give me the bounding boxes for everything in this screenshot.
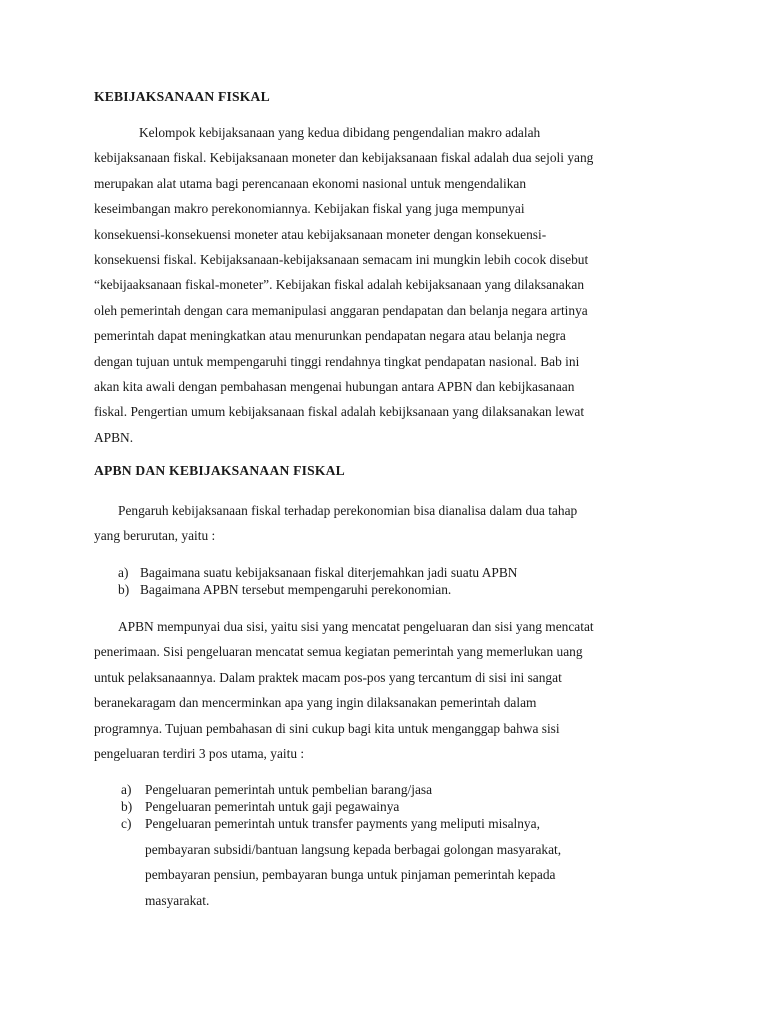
section-heading-apbn: APBN DAN KEBIJAKSANAAN FISKAL xyxy=(94,463,345,478)
paragraph-line: Kelompok kebijaksanaan yang kedua dibidang pengendalian makro adalah xyxy=(139,125,541,140)
list-item-text: Bagaimana suatu kebijaksanaan fiskal diterjemahkan jadi suatu APBN xyxy=(140,565,518,580)
paragraph-line: oleh pemerintah dengan cara memanipulasi anggaran pendapatan dan belanja negara artinya xyxy=(94,302,588,318)
list-item-text: Bagaimana APBN tersebut mempengaruhi perekonomian. xyxy=(140,582,452,597)
paragraph-line: keseimbangan makro perekonomiannya. Kebijakan fiskal yang juga mempunyai xyxy=(94,201,525,217)
paragraph-line: konsekuensi-konsekuensi moneter atau kebijaksanaan moneter dengan konsekuensi- xyxy=(94,226,547,242)
paragraph-line: Pengaruh kebijaksanaan fiskal terhadap perekonomian bisa dianalisa dalam dua tahap xyxy=(118,503,578,518)
list-item-text: Pengeluaran pemerintah untuk gaji pegawainya xyxy=(145,799,400,814)
apbn-intro-paragraph xyxy=(94,498,684,549)
paragraph-line: programnya. Tujuan pembahasan di sini cukup bagi kita untuk menganggap bahwa sisi xyxy=(94,720,560,736)
paragraph-line: yang berurutan, yaitu : xyxy=(94,528,216,544)
intro-paragraph xyxy=(94,120,684,450)
paragraph-line: kebijaksanaan fiskal. Kebijaksanaan moneter dan kebijaksanaan fiskal adalah dua sejoli yang xyxy=(94,150,594,166)
list-item-text: Pengeluaran pemerintah untuk pembelian barang/jasa xyxy=(145,782,433,797)
list-item-continuation-line: pembayaran subsidi/bantuan langsung kepada berbagai golongan masyarakat, xyxy=(145,842,562,857)
paragraph-line: APBN mempunyai dua sisi, yaitu sisi yang mencatat pengeluaran dan sisi yang mencatat xyxy=(118,619,594,634)
expenditure-c-continuation xyxy=(94,837,684,913)
paragraph-line: pengeluaran terdiri 3 pos utama, yaitu : xyxy=(94,745,305,761)
list-marker: c) xyxy=(121,816,132,831)
paragraph-line: akan kita awali dengan pembahasan mengenai hubungan antara APBN dan kebijkasanaan xyxy=(94,378,575,394)
paragraph-line: APBN. xyxy=(94,429,134,445)
list-marker: a) xyxy=(121,782,132,797)
list-item-text: Pengeluaran pemerintah untuk transfer payments yang meliputi misalnya, xyxy=(145,816,540,831)
paragraph-line: pemerintah dapat meningkatkan atau menurunkan pendapatan negara atau belanja negra xyxy=(94,328,566,344)
paragraph-line: konsekuensi fiskal. Kebijaksanaan-kebijaksanaan semacam ini mungkin lebih cocok disebut xyxy=(94,251,589,267)
paragraph-line: merupakan alat utama bagi perencanaan ekonomi nasional untuk mengendalikan xyxy=(94,175,527,191)
paragraph-line: beranekaragam dan mencerminkan apa yang ingin dilaksanakan pemerintah dalam xyxy=(94,695,537,711)
apbn-body-paragraph xyxy=(94,614,684,766)
list-item-continuation-line: pembayaran pensiun, pembayaran bunga untuk pinjaman pemerintah kepada xyxy=(145,867,556,883)
paragraph-line: fiskal. Pengertian umum kebijaksanaan fiskal adalah kebijksanaan yang dilaksanakan lewat xyxy=(94,404,585,420)
list-marker: a) xyxy=(118,565,129,580)
paragraph-line: “kebijaaksanaan fiskal-moneter”. Kebijakan fiskal adalah kebijaksanaan yang dilaksanakan xyxy=(94,277,585,293)
paragraph-line: dengan tujuan untuk mempengaruhi tinggi rendahnya tingkat pendapatan nasional. Bab ini xyxy=(94,353,580,369)
paragraph-line: untuk pelaksanaannya. Dalam praktek macam pos-pos yang tercantum di sisi ini sangat xyxy=(94,669,562,685)
list-marker: b) xyxy=(118,582,130,597)
list-item-continuation-line: masyarakat. xyxy=(145,892,210,908)
list-marker: b) xyxy=(121,799,133,814)
paragraph-line: penerimaan. Sisi pengeluaran mencatat semua kegiatan pemerintah yang memerlukan uang xyxy=(94,644,583,660)
section-heading-kebijaksanaan-fiskal: KEBIJAKSANAAN FISKAL xyxy=(94,89,270,104)
